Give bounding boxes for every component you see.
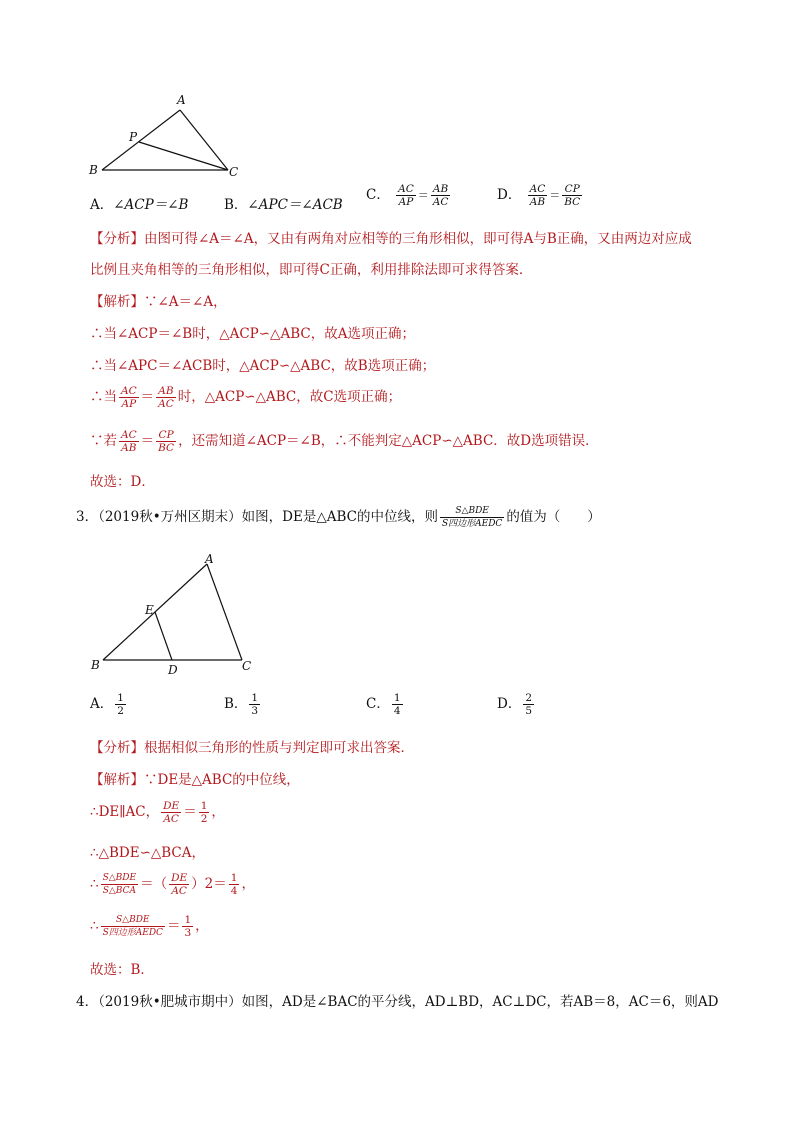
q3-option-c: C． $\frac{1}{4}$ <box>366 692 401 717</box>
label-p: P <box>129 130 138 144</box>
q3-solution-line-5: ∴ $\frac{\text{S△BDE}}{\text{S四边形AEDC}}$ ＝ $\frac{1}{3}$ ， <box>90 914 209 939</box>
triangle-figure-q2 <box>85 90 255 185</box>
q2-choose: 故选：D． <box>90 474 155 490</box>
label-a: A <box>205 552 214 566</box>
label-e: E <box>145 603 154 617</box>
q2-analysis-line-2: 比例且夹角相等的三角形相似，即可得C正确，利用排除法即可求得答案． <box>90 262 533 278</box>
q2-solution-line-2: ∴当∠ACP＝∠B时，△ACP∽△ABC，故A选项正确； <box>90 326 415 342</box>
q2-solution-line-1: 【解析】∵∠A＝∠A， <box>90 294 227 310</box>
q2-option-d: D． $\frac{AC}{AB}$ ＝ $\frac{CP}{BC}$ <box>497 183 581 208</box>
q4-stem: 4．（2019秋•肥城市期中）如图，AD是∠BAC的平分线，AD⊥BD，AC⊥DC，若AB＝8，AC＝6，则AD <box>76 994 719 1010</box>
label-c: C <box>229 165 239 179</box>
q3-stem: 3．（2019秋•万州区期末）如图，DE是△ABC的中位线，则 $\frac{\text{S△BDE}}{\text{S四边形AEDC}}$ 的值为（ ） <box>76 506 601 529</box>
q3-option-a: A． $\frac{1}{2}$ <box>90 692 124 717</box>
q3-solution-line-1: 【解析】∵DE是△ABC的中位线， <box>90 772 300 788</box>
q3-analysis: 【分析】根据相似三角形的性质与判定即可求出答案． <box>90 740 414 756</box>
triangle-figure-q3 <box>85 548 265 678</box>
q3-solution-line-4: ∴ $\frac{\text{S△BDE}}{\text{S△BCA}}$ ＝（ $\frac{DE}{AC}$ ）2＝ $\frac{1}{4}$ ， <box>90 872 255 897</box>
label-b: B <box>89 163 98 177</box>
q3-option-b: B． $\frac{1}{3}$ <box>224 692 259 717</box>
q3-solution-line-2: ∴DE∥AC， $\frac{DE}{AC}$ ＝ $\frac{1}{2}$ ， <box>90 800 225 825</box>
label-d: D <box>168 663 178 677</box>
label-a: A <box>177 93 186 107</box>
q3-choose: 故选：B． <box>90 962 154 978</box>
q2-solution-line-5: ∵若 $\frac{AC}{AB}$ ＝ $\frac{CP}{BC}$ ，还需知道∠ACP＝∠B，∴不能判定△ACP∽△ABC．故D选项错误． <box>90 429 599 454</box>
q2-analysis-line-1: 【分析】由图可得∠A＝∠A，又由有两角对应相等的三角形相似，即可得A与B正确，又由两边对应成 <box>90 231 692 247</box>
label-c: C <box>242 659 252 673</box>
label-b: B <box>91 658 100 672</box>
q2-solution-line-3: ∴当∠APC＝∠ACB时，△ACP∽△ABC，故B选项正确； <box>90 358 436 374</box>
q2-option-b: B．∠APC＝∠ACB <box>224 197 343 213</box>
q2-option-a: A．∠ACP＝∠B <box>90 197 189 213</box>
q3-solution-line-3: ∴△BDE∽△BCA， <box>90 845 206 861</box>
q3-option-d: D． $\frac{2}{5}$ <box>497 692 533 717</box>
q2-option-c: C． $\frac{AC}{AP}$ ＝ $\frac{AB}{AC}$ <box>366 183 449 208</box>
q2-solution-line-4: ∴当 $\frac{AC}{AP}$ ＝ $\frac{AB}{AC}$ 时，△ACP∽△ABC，故C选项正确； <box>90 385 402 410</box>
